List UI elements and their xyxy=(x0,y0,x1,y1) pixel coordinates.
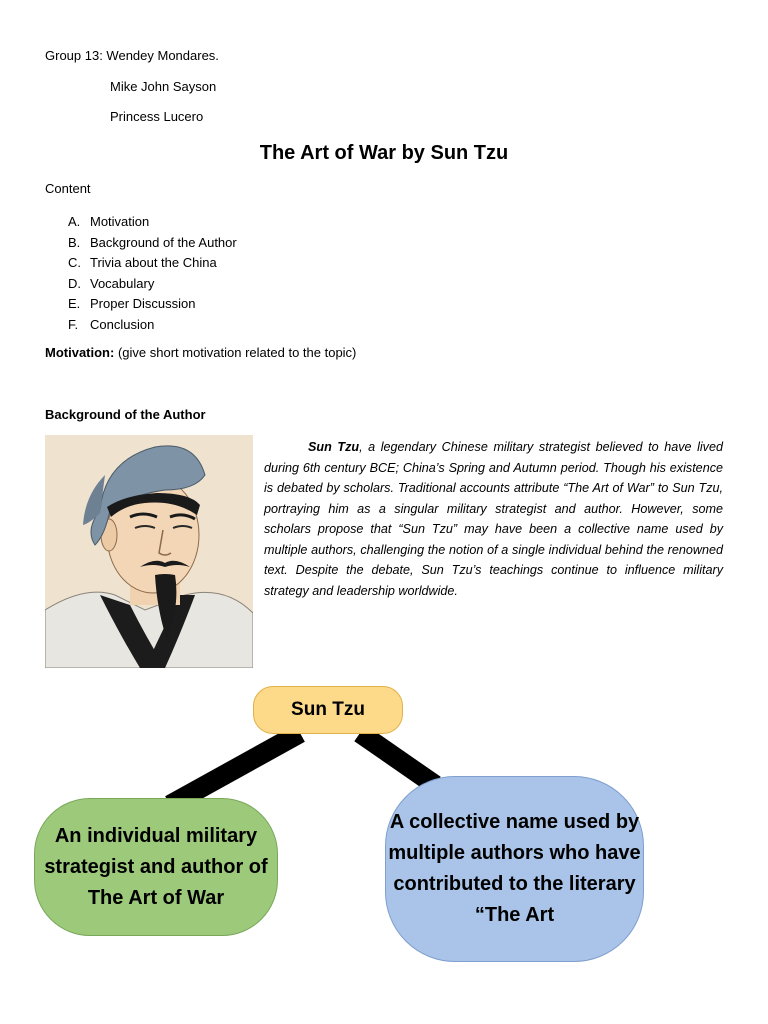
document-title: The Art of War by Sun Tzu xyxy=(259,142,509,164)
member-name: Mike John Sayson xyxy=(110,79,217,94)
list-marker: E. xyxy=(68,296,81,311)
motivation-text: (give short motivation related to the topic) xyxy=(114,345,357,360)
content-heading: Content xyxy=(45,181,91,196)
list-marker: A. xyxy=(68,214,81,229)
list-item-label: Proper Discussion xyxy=(90,296,196,311)
connector-left xyxy=(170,733,300,805)
list-item-label: Conclusion xyxy=(90,316,155,332)
group-line: Group 13: Wendey Mondares. xyxy=(45,48,219,63)
diagram-node-top: Sun Tzu xyxy=(253,686,403,734)
connector-right xyxy=(360,733,435,785)
member-name: Princess Lucero xyxy=(110,109,204,124)
diagram-node-left: An individual military strategist and author of The Art of War xyxy=(34,798,278,936)
author-paragraph-text: , a legendary Chinese military strategist believed to have lived during 6th century BCE; China’s Spring and Autumn period. Though his existence is debated by scholars. Traditional accounts attribute “The Art of War” to Sun Tzu, portraying him as a singular military strategist and author. However, some scholars propose that “Sun Tzu” may have been a collective name used by multiple authors, challenging the notion of a single individual behind the renowned text. Despite the debate, Sun Tzu’s teachings continue to influence military strategy and leadership worldwide. xyxy=(264,440,723,598)
list-item-label: Trivia about the China xyxy=(90,255,217,270)
list-item-label: Motivation xyxy=(90,214,150,229)
list-item-label: Background of the Author xyxy=(90,234,237,250)
list-marker: B. xyxy=(68,234,81,250)
background-heading: Background of the Author xyxy=(45,407,206,422)
author-name: Sun Tzu xyxy=(308,440,360,454)
list-marker: F. xyxy=(68,316,79,332)
list-item-label: Vocabulary xyxy=(90,275,155,291)
diagram-node-right: A collective name used by multiple authors who have contributed to the literary “The Art xyxy=(385,776,644,962)
list-marker: C. xyxy=(68,255,81,270)
list-marker: D. xyxy=(68,275,81,291)
motivation-label: Motivation: xyxy=(45,345,115,360)
